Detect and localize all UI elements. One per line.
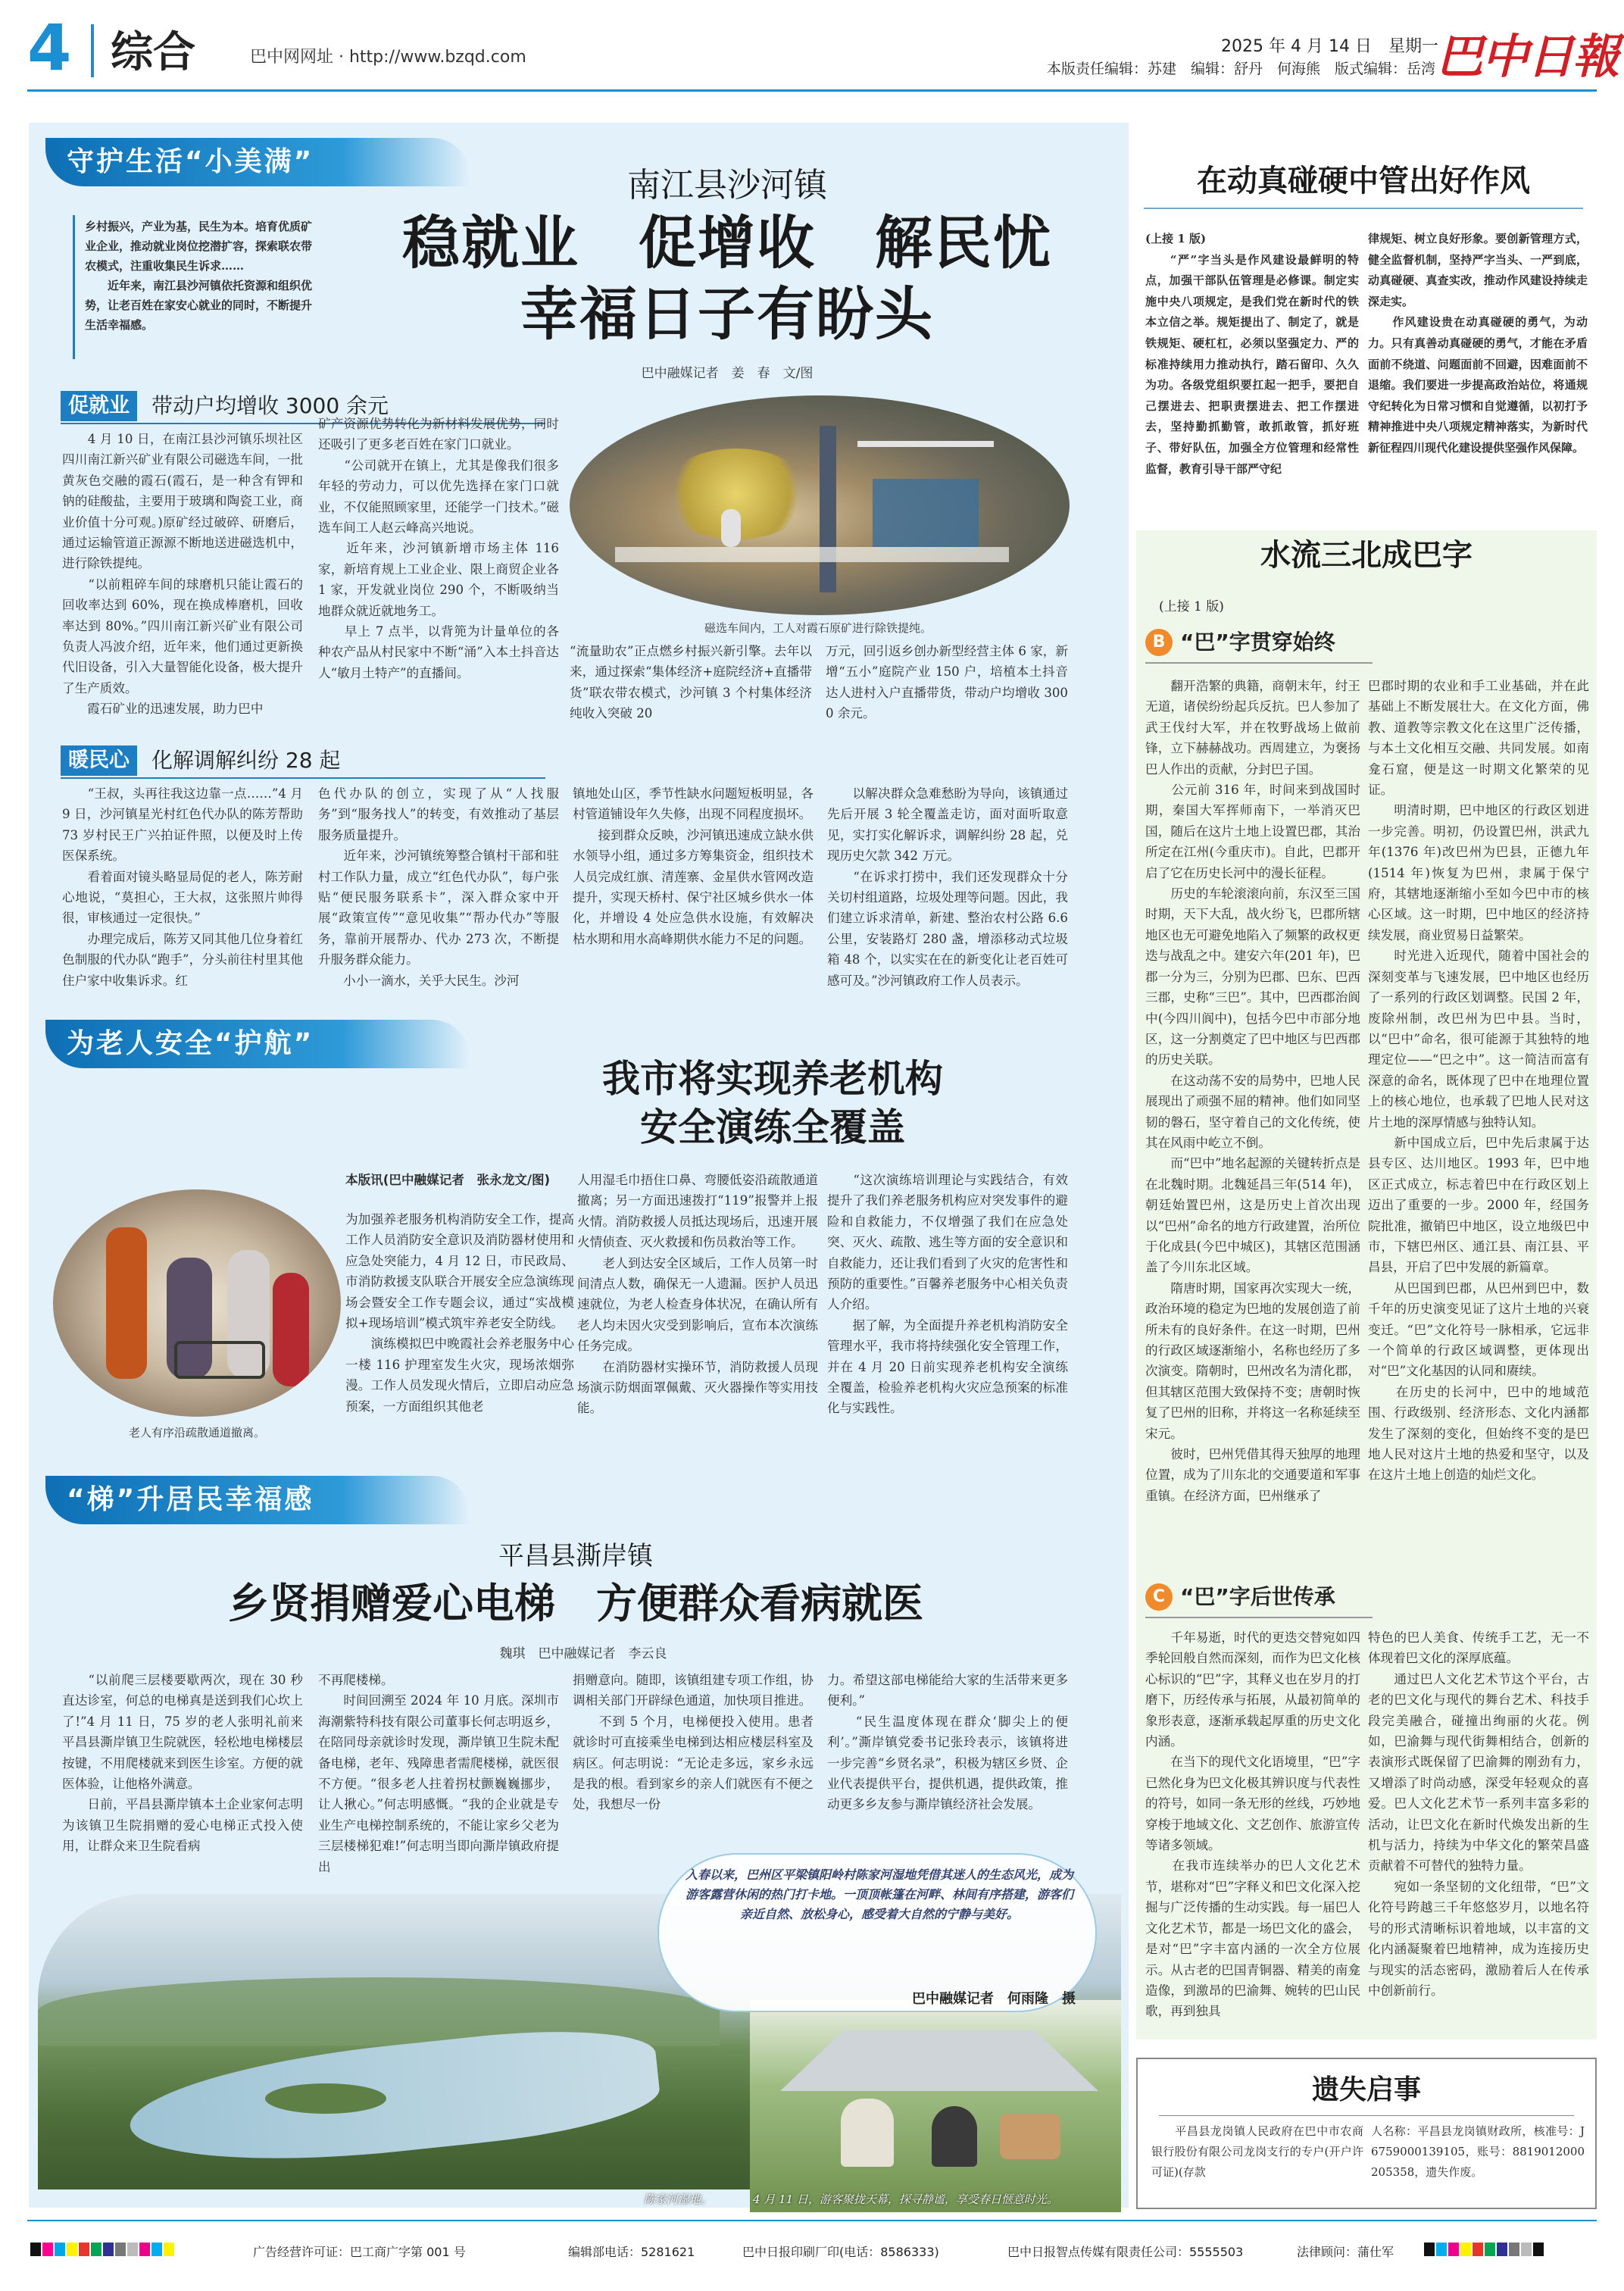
subhead-tag-1: 促就业 [61,391,137,421]
article-col-7: 镇地处山区，季节性缺水问题短板明显，各村管道铺设年久失修，出现不同程度损坏。 接到群众反映，沙河镇迅速成立缺水供水领导小组，通过多方筹集资金，组织技术人员完成红旗、清莲寨、金星供水管网改造提升，实现天桥村、保宁社区城乡供水一体化，并增设 4 处应急供水设施，有效解决枯水期和用水高峰期供水能力不足的问题。 [573,786,814,946]
lost-notice-col-2: 人名称：平昌县龙岗镇财政所，核准号：J6759000139105，账号：8819012000205358，遗失作废。 [1371,2124,1585,2179]
photo-caption-1: 磁选车间内，工人对霞石原矿进行除铁提纯。 [704,621,932,635]
section-rule-c [1145,1617,1373,1618]
photo-caption-2: 老人有序沿疏散通道撤离。 [128,1426,265,1439]
footer-legal: 法律顾问：蒲仕军 [1297,2245,1394,2259]
lead-text: 乡村振兴，产业为基，民生为本。培育优质矿业企业，推动就业岗位挖潜扩容，探索联农带农模式，注重收集民生诉求…… 近年来，南江县沙河镇依托资源和组织优势，让老百姓在家安心就业的同时，不断提升生活幸福感。 [85,220,313,332]
article3-byline: 魏琪 巴中融媒记者 李云良 [499,1646,667,1661]
section-banner-1: 守护生活“小美满” [45,138,470,186]
section-title-c: “巴”字后世传承 [1180,1584,1335,1609]
footer-company: 巴中日报智点传媒有限责任公司：5555503 [1007,2245,1244,2259]
right2-col-2: 巴郡时期的农业和手工业基础，并在此基础上不断发展壮大。在文化方面，佛教、道教等宗教文化在这里广泛传播，与本土文化相互交融、共同发展。如南龛石窟，便是这一时期文化繁荣的见证。 明清时期，巴中地区的行政区划进一步完善。明初，仍设置巴州，洪武九年(1376 年)改巴州为巴县，正德九年(1514 年)恢复为巴州，隶属于保宁府，其辖地逐渐缩小至如今巴中市的核心区域。这一时期，巴中地区的经济持续发展，商业贸易日益繁荣。 时光进入近现代，随着中国社会的深刻变革与飞速发展，巴中地区也经历了一系列的行政区划调整。民国 2 年，废除州制，改巴州为巴中县。当时，以“巴中”命名，很可能源于其独特的地理定位——“巴之中”。这一简洁而富有深意的命名，既体现了巴中在地理位置上的核心地位，也承载了巴地人民对这片土地的深厚情感与独特认知。 新中国成立后，巴中先后隶属于达县专区、达川地区。1993 年，巴中地区正式成立，标志着巴中在行政区划上迈出了重要的一步。2000 年，经国务院批准，撤销巴中地区，设立地级巴中市，下辖巴州区、通江县、南江县、平昌县，开启了巴中发展的新篇章。 从巴国到巴郡，从巴州到巴中，数千年的历史演变见证了这片土地的兴衰变迁。“巴”文化符号一脉相承，它远非一个简单的行政区域调整，更体现出对“巴”文化基因的认同和赓续。 在历史的长河中，巴中的地域范围、行政级别、经济形态、文化内涵都发生了深刻的变化，但始终不变的是巴地人民对这片土地的热爱和坚守，以及在这片土地上创造的灿烂文化。 [1368,679,1589,1483]
right-rule-1 [1144,208,1583,209]
photo-bubble-credit: 巴中融媒记者 何雨隆 摄 [912,1991,1076,2007]
subhead-text-2: 化解调解纠纷 28 起 [151,748,341,773]
subhead-text-1: 带动户均增收 3000 余元 [151,393,389,418]
website: 巴中网网址 · http://www.bzqd.com [250,48,526,67]
right-article-title-2: 水流三北成巴字 [1260,538,1473,573]
right1-col-1: (上接 1 版) “严”字当头是作风建设最鲜明的特点，加强干部队伍管理是必修课。制定实施中央八项规定，是我们党在新时代的铁本立信之举。规矩提出了、制定了，就是铁规矩、硬杠杠，必须以坚强定力、严的标准持续用力推动执行，踏石留印、久久为功。各级党组织要扛起一把手，要把自己摆进去、把职责摆进去、把工作摆进去，坚持勤抓勤管，敢抓敢管，抓好班子、带好队伍，加强全方位管理和经常性监督，教育引导干部严守纪 [1145,232,1359,476]
right-article-title-1: 在动真碰硬中管出好作风 [1197,164,1530,198]
subhead-rule-2 [61,777,545,779]
right-note: (上接 1 版) [1159,599,1224,614]
section-name: 综合 [111,28,195,77]
lost-notice-title: 遗失启事 [1311,2074,1421,2105]
article3-col-3: 捐赠意向。随即，该镇组建专项工作组，协调相关部门开辟绿色通道，加快项目推进。 不到 5 个月，电梯便投入使用。患者就诊时可直接乘坐电梯到达相应楼层科室及病区。何志明说：“无论走多远，家乡永远是我的根。看到家乡的亲人们就医有不便之处，我想尽一份 [573,1673,814,1812]
article3-col-2: 不再爬楼梯。 时间回溯至 2024 年 10 月底。深圳市海潮紫特科技有限公司董事长何志明返乡，在陪同母亲就诊时发现，澌岸镇卫生院未配备电梯，老年、残障患者需爬楼梯，就医很不方便。“很多老人拄着拐杖颤巍巍挪步，让人揪心。”何志明感慨。“我的企业就是专业生产电梯控制系统的，不能让家乡父老为三层楼梯犯难!”何志明当即向澌岸镇政府提出 [318,1673,559,1874]
page-header [0,0,1624,91]
section-badge-b: B [1145,629,1173,656]
right1-col-2: 律规矩、树立良好形象。要创新管理方式，健全监督机制，坚持严字当头、一严到底，动真碰硬、真查实改，推动作风建设持续走深走实。 作风建设贵在动真碰硬的勇气，为动力。只有真善动真碰硬的勇气，才能在矛盾面前不绕道、问题面前不回避，因难面前不退缩。我们要进一步提高政治站位，将通规守纪转化为日常习惯和自觉遵循，以初打予精神推进中央八项规定精神落实，为新时代新征程四川现代化建设提供坚强作风保障。 [1368,232,1588,455]
section-rule-b [1145,662,1373,664]
right2-col-1: 翻开浩繁的典籍，商朝末年，纣王无道，诸侯纷纷起兵反抗。巴人参加了武王伐纣大军，并在牧野战场上做前锋，立下赫赫战功。西周建立，为褒扬巴人作出的贡献，分封巴子国。 公元前 316 年，时间来到战国时期，秦国大军挥师南下，一举消灭巴国，随后在这片土地上设置巴郡，其治所定在江州(今重庆市)。自此，巴郡开启了它在历史长河中的漫长征程。 历史的车轮滚滚向前，东汉至三国时期，天下大乱，战火纷飞，巴郡所辖地区也无可避免地陷入了频繁的政权更迭与战乱之中。建安六年(201 年)，巴郡一分为三，分别为巴郡、巴东、巴西三郡，史称“三巴”。其中，巴西郡治阆中(今四川阆中)，包括今巴中市部分地区，这一分割奠定了巴中地区与巴西郡的历史关联。 在这动荡不安的局势中，巴地人民展现出了顽强不屈的精神。他们如同坚韧的磐石，坚守着自己的文化传统，使其在风雨中屹立不倒。 而“巴中”地名起源的关键转折点是在北魏时期。北魏延昌三年(514 年)，朝廷始置巴州，这是历史上首次出现以“巴州”命名的地方行政建置，治所位于化成县(今巴中城区)，其辖区范围涵盖了今川东北区域。 隋唐时期，国家再次实现大一统，政治环境的稳定为巴地的发展创造了前所未有的良好条件。在这一时期，巴州的行政区域逐渐缩小，名称也经历了多次演变。隋朝时，巴州改名为清化郡，但其辖区范围大致保持不变；唐朝时恢复了巴州的旧称，并将这一名称延续至宋元。 彼时，巴州凭借其得天独厚的地理位置，成为了川东北的交通要道和军事重镇。在经济方面，巴州继承了 [1145,679,1360,1503]
color-bar-left [30,2243,242,2258]
article2-col-1: 为加强养老服务机构消防安全工作，提高工作人员消防安全意识及消防器材使用和应急处突能力，4 月 12 日，市民政局、市消防救援支队联合开展安全应急演练现场会暨安全工作专题会议，通过“实战模拟+现场培训”模式筑牢养老安全防线。 演练模拟巴中晚霞社会养老服务中心一楼 116 护理室发生火灾，现场浓烟弥漫。工作人员发现火情后，立即启动应急预案，一方面组织其他老 [345,1212,574,1414]
article2-col-2: 人用湿毛巾捂住口鼻、弯腰低姿沿疏散通道撤离；另一方面迅速拨打“119”报警并上报火情。消防救援人员抵达现场后，迅速开展火情侦查、灭火救援和伤员救治等工作。 老人到达安全区域后，工作人员第一时间清点人数，确保无一人遗漏。医护人员迅速就位，为老人检查身体状况，在确认所有老人均未因火灾受到影响后，宣布本次演练任务完成。 在消防器材实操环节，消防救援人员现场演示防烟面罩佩戴、灭火器操作等实用技能。 [577,1173,818,1416]
photo-bubble-text: 入春以来，巴州区平梁镇阳岭村陈家河湿地凭借其迷人的生态风光，成为游客露营休闲的热门打卡地。一顶顶帐篷在河畔、林间有序搭建，游客们亲近自然、放松身心，感受着大自然的宁静与美好。 [685,1867,1073,1921]
article2-title-line2: 安全演练全覆盖 [640,1105,905,1149]
article2-title-line1: 我市将实现养老机构 [602,1057,943,1101]
footer-print: 巴中日报印刷厂印(电话：8586333) [742,2245,939,2259]
right2-col-3: 千年易逝，时代的更迭交替宛如四季轮回般自然而深刻，而作为巴文化核心标识的“巴”字，其释义也在岁月的打磨下，历经传承与拓展，从最初简单的象形表意，逐渐承载起厚重的历史文化内涵。 在当下的现代文化语境里，“巴”字已然化身为巴文化极其辨识度与代表性的符号，如同一条无形的丝线，巧妙地穿梭于地域文化、文艺创作、旅游宣传等诸多领域。 在我市连续举办的巴人文化艺术节，堪称对“巴”字释义和巴文化深入挖掘与广泛传播的生动实践。每一届巴人文化艺术节，都是一场巴文化的盛会，是对“巴”字丰富内涵的一次全方位展示。从古老的巴国青铜器、精美的南龛造像，到激昂的巴渝舞、婉转的巴山民歌，再到独具 [1145,1630,1360,2019]
article-byline: 巴中融媒记者 姜 春 文/图 [641,366,814,381]
issue-date: 2025 年 4 月 14 日 星期一 [1221,37,1438,56]
right2-col-4: 特色的巴人美食、传统手工艺，无一不体现着巴文化的深厚底蕴。 通过巴人文化艺术节这个平台，古老的巴文化与现代的舞台艺术、科技手段完美融合，碰撞出绚丽的火花。例如，巴渝舞与现代街舞相结合，创新的表演形式既保留了巴渝舞的刚劲有力，又增添了时尚动感，深受年轻观众的喜爱。巴人文化艺术节一系列丰富多彩的活动，让巴文化在新时代焕发出新的生机与活力，持续为中华文化的繁荣昌盛贡献着不可替代的独特力量。 宛如一条坚韧的文化纽带，“巴”文化符号跨越三千年悠悠岁月，以地名符号的形式清晰标识着地域，以丰富的文化内涵凝聚着巴地精神，成为连接历史与现实的活态密码，激励着后人在传承中创新前行。 [1368,1630,1589,1998]
article-col-6: 色代办队的创立，实现了从“人找服务”到“服务找人”的转变，有效推动了基层服务质量提升。 近年来，沙河镇统筹整合镇村干部和驻村工作队力量，成立“红色代办队”，每户张贴“便民服务联系卡”，深入群众家中开展“政策宣传”“意见收集”“帮办代办”等服务，靠前开展帮办、代办 273 次，不断提升服务群众能力。 小小一滴水，关乎大民生。沙河 [318,786,559,988]
section-banner-2: 为老人安全“护航” [45,1020,470,1068]
article3-kicker: 平昌县澌岸镇 [498,1541,653,1571]
footer-license: 广告经营许可证：巴工商广字第 001 号 [253,2245,466,2259]
lost-notice-col-1: 平昌县龙岗镇人民政府在巴中市农商银行股份有限公司龙岗支行的专户(开户许可证)(存款 [1151,2124,1363,2179]
editors-line: 本版责任编辑：苏建 编辑：舒丹 何海熊 版式编辑：岳湾 [1047,61,1436,77]
header-divider [91,24,94,77]
subhead-tag-2: 暖民心 [61,745,137,776]
camping-photo [750,2000,1121,2212]
article2-col-3: “这次演练培训理论与实践结合，有效提升了我们养老服务机构应对突发事件的避险和自救能力，不仅增强了我们在应急处突、灭火、疏散、逃生等方面的安全意识和自救能力，还让我们看到了火灾的危害性和预防的重要性。”百馨养老服务中心相关负责人介绍。 据了解，为全面提升养老机构消防安全管理水平，我市将持续强化安全管理工作，并在 4 月 20 日前实现养老机构安全演练全覆盖，检验养老机构火灾应急预案的标准化与实践性。 [827,1173,1068,1416]
article-col-2: 矿产资源优势转化为新材料发展优势，同时还吸引了更多老百姓在家门口就业。 “公司就开在镇上，尤其是像我们很多年轻的劳动力，可以优先选择在家门口就业，不仅能照顾家里，还能学一门技术。”磁选车间工人赵云峰高兴地说。 近年来，沙河镇新增市场主体 116 家，新培育规上工业企业、限上商贸企业各 1 家，开发就业岗位 290 个，不断吸纳当地群众就近就地务工。 早上 7 点半，以背篼为计量单位的各种农产品从村民家中不断“涌”入本土抖音达人“敏月土特产”的直播间。 [318,417,559,680]
photo-label-left: 陈家河湿地。 [644,2193,713,2206]
article-col-3: “流量助农”正点燃乡村振兴新引擎。去年以来，通过探索“集体经济+庭院经济+直播带货”联农带农模式，沙河镇 3 个村集体经济纯收入突破 20 [570,644,812,721]
elderly-evacuation-photo [53,1189,341,1417]
newspaper-logo: 巴中日報 [1436,29,1619,84]
footer-rule [27,2220,1597,2221]
article-col-1: 4 月 10 日，在南江县沙河镇乐坝社区四川南江新兴矿业有限公司磁选车间，一批黄灰色交融的霞石(霞石，是一种含有钾和钠的硅酸盐，主要用于玻璃和陶瓷工业，商业价值十分可观。)原矿经过破碎、研磨后，通过运输管道正源源不断地送进磁选机中，进行除铁提纯。 “以前粗碎车间的球磨机只能让霞石的回收率达到 60%，现在换成棒磨机，回收率达到 80%。”四川南江新兴矿业有限公司负责人冯波介绍，近年来，他们通过更新换代旧设备，引入大量智能化设备，极大提升了生产质效。 霞石矿业的迅速发展，助力巴中 [62,432,303,717]
article3-col-4: 力。希望这部电梯能给大家的生活带来更多便利。” “民生温度体现在群众‘脚尖上的便利’。”澌岸镇党委书记张玲表示，该镇将进一步完善“乡贤名录”，积极为辖区乡贤、企业代表提供平台，提供机遇，提供政策，推动更多乡友参与澌岸镇经济社会发展。 [827,1673,1068,1812]
article-title-line2: 幸福日子有盼头 [520,280,934,348]
lost-notice-rule [1159,2115,1574,2116]
page-number: 4 [27,11,72,85]
article-col-4: 万元，回引返乡创办新型经营主体 6 家，新增“五小”庭院产业 150 户，培植本土抖音达人进村入户直播带货，带动户均增收 3000 余元。 [826,644,1068,721]
article3-col-1: “以前爬三层楼要歇两次，现在 30 秒直达诊室，何总的电梯真是送到我们心坎上了!”4 月 11 日，75 岁的老人张明礼前来平昌县澌岸镇卫生院就医，轻松地电梯楼层按键，不用爬楼就来到医生诊室。方便的就医体验，让他格外满意。 日前，平昌县澌岸镇本土企业家何志明为该镇卫生院捐赠的爱心电梯正式投入使用，让群众来卫生院看病 [62,1673,303,1854]
article-col-8: 以解决群众急难愁盼为导向，该镇通过先后开展 3 轮全覆盖走访，面对面听取意见，实打实化解诉求，调解纠纷 28 起，兑现历史欠款 342 万元。 “在诉求打捞中，我们还发现群众十分关切村组道路，垃圾处理等问题。因此，我们建立诉求清单，新建、整治农村公路 6.6 公里，安装路灯 280 盏，增添移动式垃圾箱 48 个，以实实在在的新变化让老百姓可感可及。”沙河镇政府工作人员表示。 [827,786,1068,988]
section-banner-3: “梯”升居民幸福感 [45,1476,470,1524]
article-title-line1: 稳就业 促增收 解民忧 [402,209,1052,277]
mine-workshop-photo [570,395,1070,615]
header-rule [27,89,1597,92]
article2-byline: 本版讯(巴中融媒记者 张永龙文/图) [345,1173,551,1187]
section-title-b: “巴”字贯穿始终 [1180,630,1335,655]
article-kicker: 南江县沙河镇 [627,166,827,205]
section-badge-c: C [1145,1583,1173,1611]
footer-phone: 编辑部电话：5281621 [568,2245,695,2259]
color-bar-right [1424,2243,1598,2258]
photo-label-right: 4 月 11 日，游客聚拢天幕，探寻静谧，享受春日惬意时光。 [753,2193,1058,2206]
article3-title: 乡贤捐赠爱心电梯 方便群众看病就医 [228,1580,923,1627]
article-col-5: “王叔，头再往我这边靠一点……”4 月 9 日，沙河镇星光村红色代办队的陈芳帮助 73 岁村民王广兴拍证件照，以便及时上传医保系统。 看着面对镜头略显局促的老人，陈芳耐心地说，“莫担心，王大叔，这张照片帅得很，审核通过一定很快。” 办理完成后，陈芳又同其他几位身着红色制服的代办队“跑手”，分头前往村里其他住户家中收集诉求。红 [62,786,303,988]
